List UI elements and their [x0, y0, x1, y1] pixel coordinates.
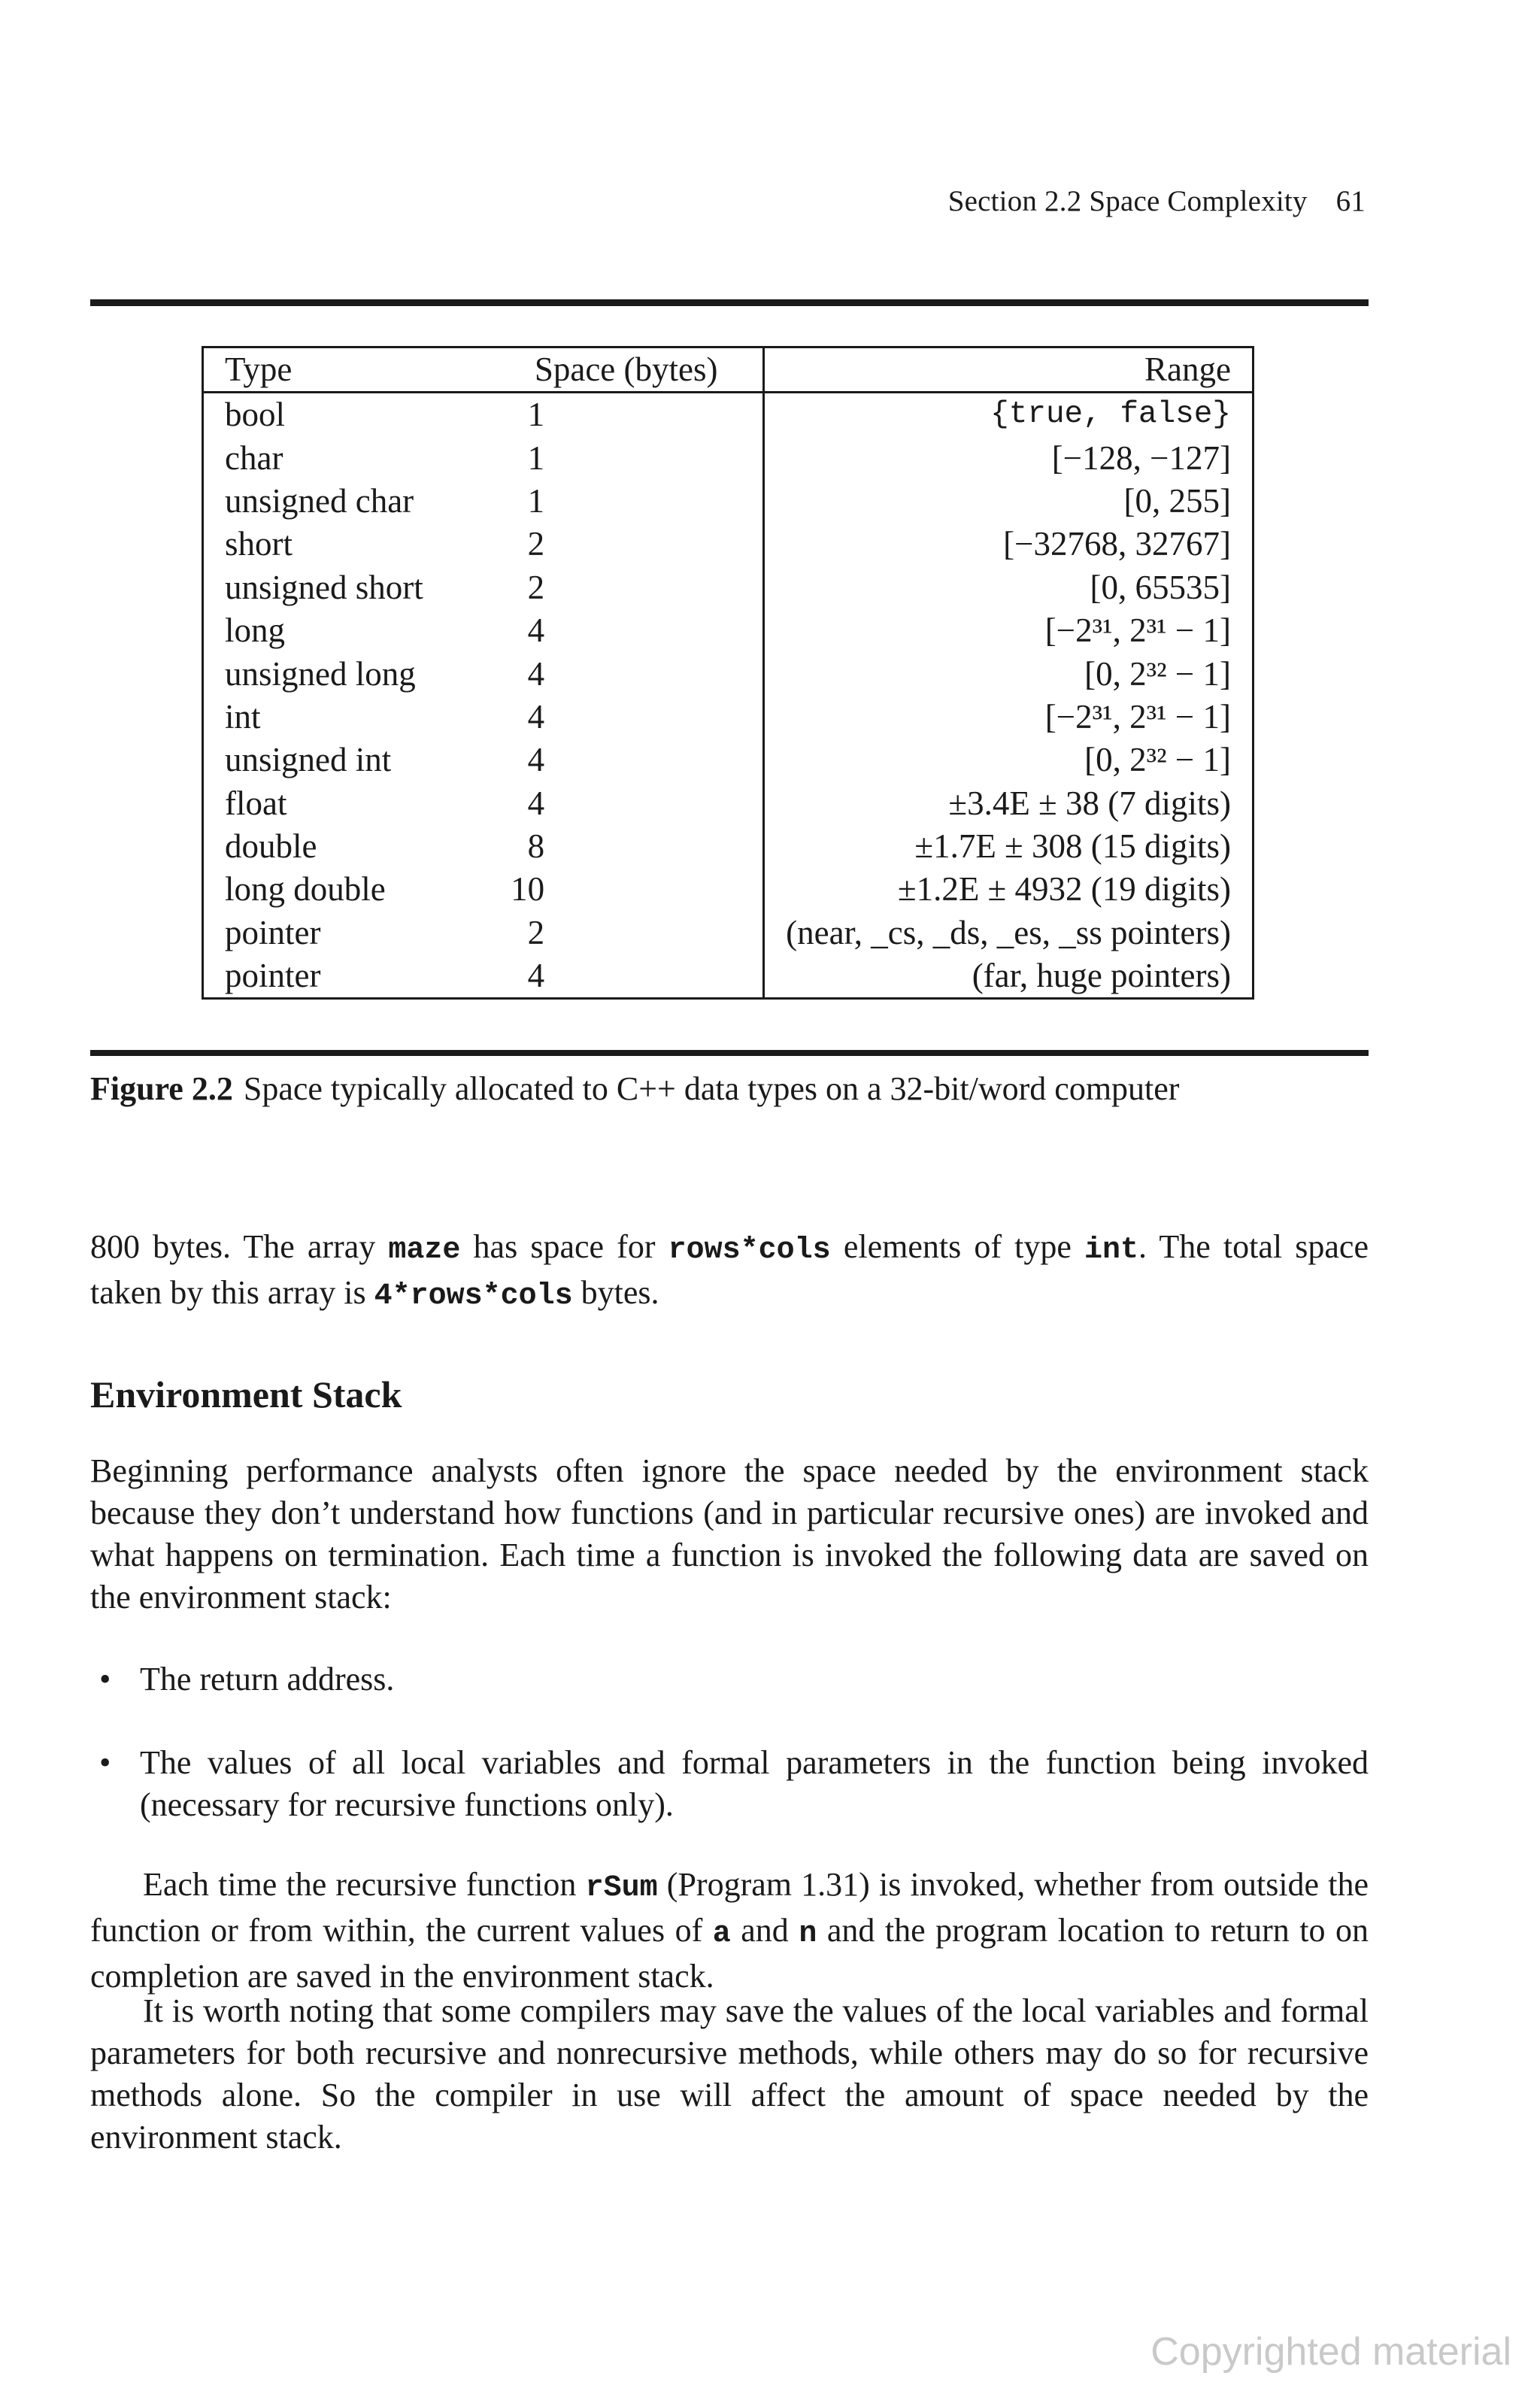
- cell-type: long double: [225, 870, 386, 909]
- bullet-icon: •: [99, 1661, 111, 1698]
- cell-type: double: [225, 827, 317, 866]
- table-row: [203, 609, 1254, 652]
- cell-range: [−2³¹, 2³¹ − 1]: [764, 609, 1254, 652]
- bullet-item: [99, 1742, 1369, 1826]
- figure-caption: [90, 1066, 1369, 1112]
- table-row: [203, 825, 1254, 868]
- cell-type: unsigned int: [225, 741, 392, 779]
- paragraph-environment: Beginning performance analysts often ignore the space needed by the environment stack because they don’t understand how functions (and in particular recursive ones) are invoked and what happens on termination. Each time a function is invoked the following data are saved on the environment stack:: [90, 1452, 1369, 1616]
- code-run: a: [712, 1917, 731, 1951]
- text-run: and the program location to return to on completion are saved in the environment stack.: [90, 1912, 1369, 1995]
- cell-space: 2: [527, 913, 545, 951]
- table-row: [203, 782, 1254, 825]
- figure-top-rule: [90, 299, 1369, 306]
- cell-space: 4: [527, 784, 545, 822]
- cell-type: unsigned char: [225, 481, 414, 520]
- code-run: 4*rows*cols: [374, 1279, 573, 1313]
- table-row: [203, 480, 1254, 523]
- paragraph-rsum: [90, 1864, 1369, 1998]
- text-run: (Program 1.31) is invoked, whether from outside the function or from within, the current values of: [90, 1866, 1369, 1949]
- cell-range: ±3.4E ± 38 (7 digits): [764, 782, 1254, 825]
- cell-space: 4: [527, 697, 545, 736]
- text-run: Each time the recursive function: [143, 1866, 586, 1903]
- figure-caption-text: Space typically allocated to C++ data types on a 32-bit/word computer: [243, 1070, 1180, 1107]
- table-row: [203, 566, 1254, 609]
- cell-range: [−32768, 32767]: [764, 523, 1254, 566]
- watermark: Copyrighted material: [1150, 2330, 1511, 2374]
- table-row: [203, 523, 1254, 566]
- bullet-text: The return address.: [140, 1661, 395, 1698]
- cell-type: char: [225, 438, 283, 477]
- code-run: rows*cols: [668, 1233, 831, 1267]
- text-run: elements of type: [830, 1228, 1085, 1265]
- cell-space: 4: [527, 654, 545, 693]
- code-run: rSum: [585, 1871, 658, 1905]
- bullet-item: [99, 1658, 1369, 1701]
- table-row: [203, 696, 1254, 739]
- cell-space: 1: [527, 481, 545, 520]
- cell-range: {true, false}: [764, 393, 1254, 437]
- table-row: [203, 436, 1254, 479]
- cell-type: int: [225, 697, 261, 736]
- cell-space: 4: [527, 741, 545, 779]
- cell-type: unsigned long: [225, 654, 416, 693]
- bullet-text: The values of all local variables and formal parameters in the function being invoked (necessary for recursive functions only).: [140, 1744, 1369, 1823]
- running-head: [948, 184, 1366, 218]
- cell-space: 2: [527, 525, 545, 563]
- table-row: [203, 739, 1254, 781]
- text-run: bytes.: [572, 1274, 659, 1311]
- cell-space: 8: [527, 827, 545, 866]
- table-row: [203, 652, 1254, 695]
- figure-label: Figure 2.2: [90, 1070, 233, 1107]
- cell-range: ±1.7E ± 308 (15 digits): [764, 825, 1254, 868]
- cell-range: (far, huge pointers): [764, 954, 1254, 999]
- cell-range: [−2³¹, 2³¹ − 1]: [764, 696, 1254, 739]
- table-header-row: [203, 347, 1254, 393]
- cell-space: 1: [527, 396, 545, 434]
- cell-type: float: [225, 784, 287, 822]
- cell-type: pointer: [225, 957, 321, 995]
- code-run: int: [1084, 1233, 1139, 1267]
- section-heading: Environment Stack: [90, 1373, 402, 1415]
- text-run: . The total space taken by this array is: [90, 1228, 1369, 1311]
- cell-range: (near, _cs, _ds, _es, _ss pointers): [764, 912, 1254, 954]
- cell-space: 4: [527, 957, 545, 995]
- header-type: Type: [203, 347, 490, 393]
- paragraph-maze: [90, 1226, 1369, 1318]
- cell-range: ±1.2E ± 4932 (19 digits): [764, 868, 1254, 911]
- page-number: 61: [1335, 185, 1366, 217]
- table-row: [203, 912, 1254, 954]
- cell-space: 2: [527, 568, 545, 606]
- cell-type: pointer: [225, 913, 321, 951]
- cell-range: [0, 65535]: [764, 566, 1254, 609]
- cell-range: [0, 255]: [764, 480, 1254, 523]
- cell-type: long: [225, 611, 286, 650]
- section-title: Section 2.2 Space Complexity: [947, 185, 1308, 217]
- data-types-table: [202, 346, 1254, 1000]
- cell-type: short: [225, 525, 293, 563]
- table-row: [203, 868, 1254, 911]
- cell-type: bool: [225, 396, 286, 434]
- figure-bottom-rule: [90, 1050, 1369, 1056]
- cell-range: [0, 2³² − 1]: [764, 739, 1254, 781]
- code-run: n: [799, 1917, 817, 1951]
- text-run: and: [730, 1912, 799, 1949]
- cell-space: 1: [527, 438, 545, 477]
- code-run: maze: [388, 1233, 461, 1267]
- text-run: 800 bytes. The array: [90, 1228, 389, 1265]
- text-run: has space for: [460, 1228, 668, 1265]
- table-row: [203, 954, 1254, 999]
- cell-range: [−128, −127]: [764, 436, 1254, 479]
- cell-space: 10: [511, 870, 545, 909]
- header-range: Range: [764, 347, 1254, 393]
- cell-range: [0, 2³² − 1]: [764, 652, 1254, 695]
- table-row: [203, 393, 1254, 437]
- paragraph-compilers: It is worth noting that some compilers may save the values of the local variables and formal parameters for both recursive and nonrecursive methods, while others may do so for recursive methods alone. So the compiler in use will affect the amount of space needed by the environment stack.: [90, 1992, 1369, 2156]
- cell-type: unsigned short: [225, 568, 423, 606]
- cell-space: 4: [527, 611, 545, 650]
- bullet-icon: •: [99, 1744, 111, 1781]
- header-space: Space (bytes): [490, 347, 764, 393]
